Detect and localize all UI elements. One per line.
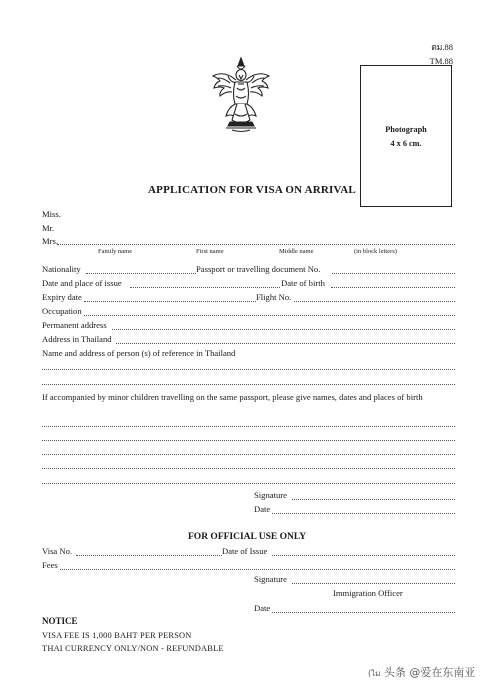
garuda-emblem-icon xyxy=(210,56,272,134)
officer-date-field[interactable] xyxy=(272,612,455,613)
block-letters-label: (in block letters) xyxy=(354,248,397,255)
children-field-line-1[interactable] xyxy=(42,426,455,427)
date-place-issue-field[interactable] xyxy=(130,287,280,288)
applicant-date-label: Date xyxy=(254,504,271,514)
reference-field-line-2[interactable] xyxy=(42,384,455,385)
title-miss: Miss. xyxy=(42,209,61,219)
date-of-birth-field[interactable] xyxy=(331,287,455,288)
children-field-line-2[interactable] xyxy=(42,440,455,441)
children-field-line-5[interactable] xyxy=(42,483,455,484)
family-name-label: Family name xyxy=(98,248,133,255)
middle-name-label: Middle name xyxy=(279,248,314,255)
applicant-date-field[interactable] xyxy=(272,513,455,514)
permanent-address-label: Permanent address xyxy=(42,320,107,330)
title-mr: Mr. xyxy=(42,223,55,233)
officer-signature-label: Signature xyxy=(254,574,287,584)
reference-label: Name and address of person (s) of reference in Thailand xyxy=(42,348,236,358)
reference-field-line-1[interactable] xyxy=(42,369,455,370)
children-instructions: If accompanied by minor children travelling on the same passport, please give names, dates and places of birth xyxy=(42,392,423,402)
flight-no-field[interactable] xyxy=(294,301,455,302)
watermark-prefix: (ไม xyxy=(368,669,381,678)
officer-date-label: Date xyxy=(254,603,271,613)
expiry-date-label: Expiry date xyxy=(42,292,82,302)
occupation-label: Occupation xyxy=(42,306,82,316)
form-code-thai: ตม.88 xyxy=(431,42,453,52)
applicant-signature-field[interactable] xyxy=(292,499,455,500)
title-mrs: Mrs. xyxy=(42,236,58,246)
applicant-signature-label: Signature xyxy=(254,490,287,500)
name-field[interactable] xyxy=(57,244,455,245)
notice-line-1: VISA FEE IS 1,000 BAHT PER PERSON xyxy=(42,631,192,640)
children-field-line-3[interactable] xyxy=(42,454,455,455)
fees-field[interactable] xyxy=(60,569,455,570)
visa-no-label: Visa No. xyxy=(42,546,73,556)
photo-size: 4 x 6 cm. xyxy=(390,139,422,148)
children-field-line-4[interactable] xyxy=(42,468,455,469)
watermark-text: 头条 @爱在东南亚 xyxy=(383,666,476,679)
flight-no-label: Flight No. xyxy=(256,292,292,302)
photo-label: Photograph xyxy=(385,125,427,134)
form-code-en: TM.88 xyxy=(429,56,453,66)
date-of-issue-field[interactable] xyxy=(272,555,455,556)
notice-line-2: THAI CURRENCY ONLY/NON - REFUNDABLE xyxy=(42,644,224,653)
officer-signature-field[interactable] xyxy=(292,583,455,584)
date-place-issue-label: Date and place of issue xyxy=(42,278,122,288)
address-thailand-field[interactable] xyxy=(116,343,455,344)
form-title: APPLICATION FOR VISA ON ARRIVAL xyxy=(148,184,356,196)
watermark xyxy=(368,664,475,680)
permanent-address-field[interactable] xyxy=(112,329,455,330)
date-of-issue-label: Date of Issue xyxy=(222,546,268,556)
passport-field[interactable] xyxy=(332,273,455,274)
nationality-field[interactable] xyxy=(86,273,196,274)
address-thailand-label: Address in Thailand xyxy=(42,334,112,344)
first-name-label: First name xyxy=(196,248,224,255)
occupation-field[interactable] xyxy=(84,315,455,316)
visa-no-field[interactable] xyxy=(76,555,222,556)
date-of-birth-label: Date of birth xyxy=(281,278,325,288)
immigration-officer-label: Immigration Officer xyxy=(333,588,403,598)
passport-label: Passport or travelling document No. xyxy=(196,264,321,274)
photo-box xyxy=(360,65,452,207)
notice-heading: NOTICE xyxy=(42,616,78,626)
expiry-date-field[interactable] xyxy=(84,301,256,302)
fees-label: Fees xyxy=(42,560,58,570)
nationality-label: Nationality xyxy=(42,264,81,274)
official-use-heading: FOR OFFICIAL USE ONLY xyxy=(188,532,307,542)
